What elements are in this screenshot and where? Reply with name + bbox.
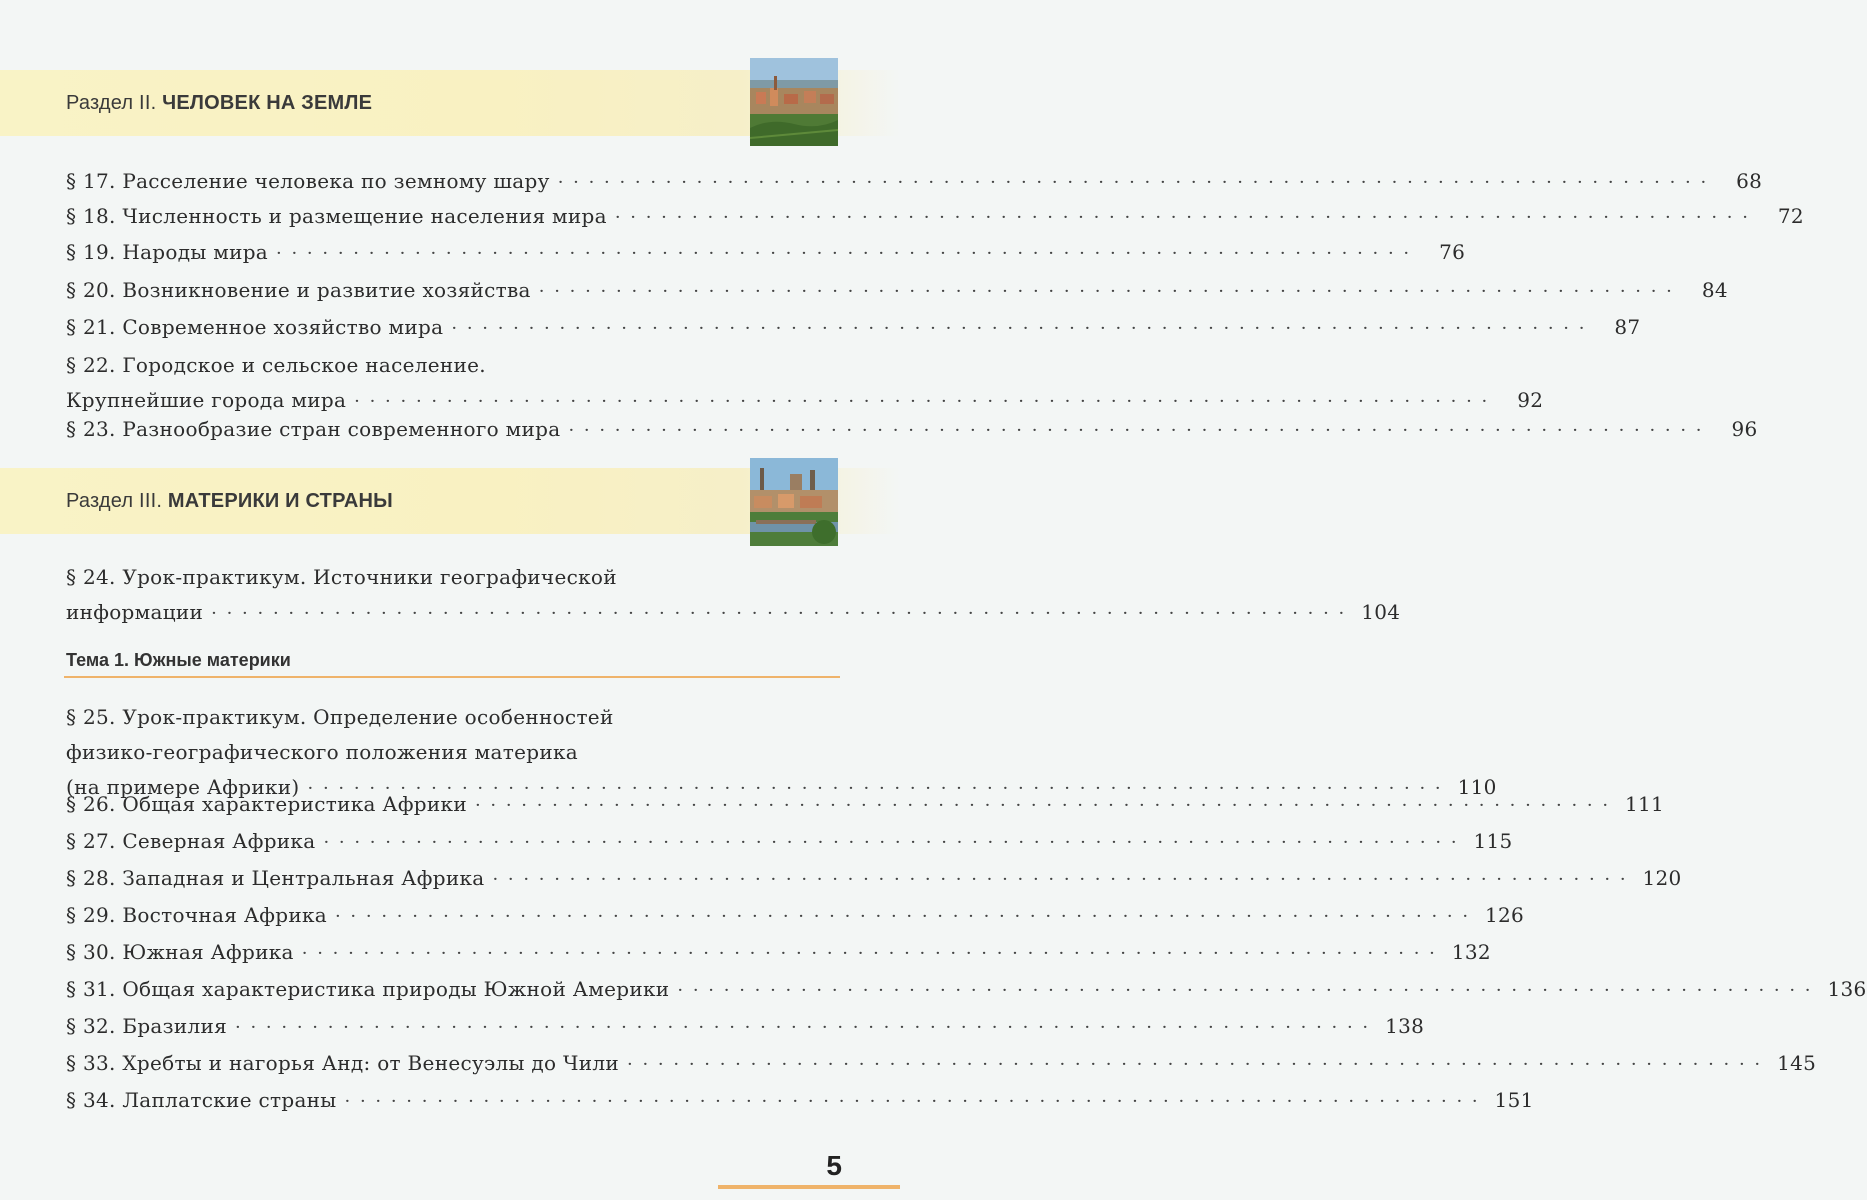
entry-title: § 21. Современное хозяйство мира (66, 315, 444, 339)
entry-title-cont: Крупнейшие города мира (66, 388, 347, 412)
entry-title-cont: физико-географического положения материка (66, 740, 578, 764)
toc-entry-19[interactable] (66, 235, 1466, 270)
dot-leader: · · · · · · · · · · · · · · · · · · · · · · · · · · · · · · · · · · · · · · · · · · · · · · · · · · · · · · · · · · · · · · · · · · · · · · · · · · (538, 281, 1674, 302)
city-photo (750, 458, 838, 546)
toc-entry-21[interactable] (66, 310, 1641, 345)
dot-leader: · · · · · · · · · · · · · · · · · · · · · · · · · · · · · · · · · · · · · · · · · · · · · · · · · · · · · · · · · · · · · · · · · · · · · · · · · · (307, 778, 1443, 799)
entry-title: § 29. Восточная Африка (66, 903, 327, 927)
entry-title: § 19. Народы мира (66, 240, 269, 264)
entry-page: 126 (1485, 903, 1525, 927)
entry-page: 72 (1777, 204, 1804, 228)
dot-leader: · · · · · · · · · · · · · · · · · · · · · · · · · · · · · · · · · · · · · · · · · · · · · · · · · · · · · · · · · · · · · · · · · · · · · · · · · · (344, 1091, 1480, 1112)
entry-title: § 26. Общая характеристика Африки (66, 792, 467, 816)
toc-entry-23[interactable] (66, 412, 1758, 447)
toc-entry-17[interactable] (66, 164, 1763, 199)
toc-entry-31[interactable] (66, 972, 1867, 1007)
section-3-label: Раздел III. (66, 490, 163, 512)
toc-entry-34[interactable] (66, 1083, 1534, 1118)
entry-title: § 25. Урок-практикум. Определение особенностей (66, 705, 614, 729)
entry-page: 136 (1827, 977, 1867, 1001)
entry-page: 110 (1457, 775, 1497, 799)
entry-page: 132 (1451, 940, 1491, 964)
entry-page: 76 (1439, 240, 1466, 264)
dot-leader: · · · · · · · · · · · · · · · · · · · · · · · · · · · · · · · · · · · · · · · · · · · · · · · · · · · · · · · · · · · · · · · · · · · · · · · · · · (334, 906, 1471, 927)
dot-leader: · · · · · · · · · · · · · · · · · · · · · · · · · · · · · · · · · · · · · · · · · · · · · · · · · · · · · · · · · · · · · · · · · · · · · · · · · · (627, 1054, 1763, 1075)
entry-page: 87 (1614, 315, 1641, 339)
toc-entry-30[interactable] (66, 935, 1491, 970)
entry-title: § 28. Западная и Центральная Африка (66, 866, 485, 890)
dot-leader: · · · · · · · · · · · · · · · · · · · · · · · · · · · · · · · · · · · · · · · · · · · · · · · · · · · · · · · · · · · · · · · · · · · · · · · · · · (492, 869, 1628, 890)
dot-leader: · · · · · · · · · · · · · · · · · · · · · · · · · · · · · · · · · · · · · · · · · · · · · · · · · · · · · · · · · · · · · · · · · · · · · · · · · · (451, 318, 1587, 339)
toc-entry-33[interactable] (66, 1046, 1817, 1081)
entry-title: § 31. Общая характеристика природы Южной Америки (66, 977, 670, 1001)
entry-title: § 23. Разнообразие стран современного мира (66, 417, 561, 441)
dot-leader: · · · · · · · · · · · · · · · · · · · · · · · · · · · · · · · · · · · · · · · · · · · · · · · · · · · · · · · · · · · · · · · · · · · · · · · · · · (568, 420, 1704, 441)
entry-title: § 27. Северная Африка (66, 829, 316, 853)
town-photo (750, 58, 838, 146)
dot-leader: · · · · · · · · · · · · · · · · · · · · · · · · · · · · · · · · · · · · · · · · · · · · · · · · · · · · · · · · · · · · · · · · · · · · · · · · · · (276, 243, 1412, 264)
toc-entry-32[interactable] (66, 1009, 1425, 1044)
entry-title: § 17. Расселение человека по земному шару (66, 169, 550, 193)
entry-page: 92 (1517, 388, 1544, 412)
toc-entry-29[interactable] (66, 898, 1525, 933)
dot-leader: · · · · · · · · · · · · · · · · · · · · · · · · · · · · · · · · · · · · · · · · · · · · · · · · · · · · · · · · · · · · · · · · · · · · · · · · · · (211, 603, 1347, 624)
dot-leader: · · · · · · · · · · · · · · · · · · · · · · · · · · · · · · · · · · · · · · · · · · · · · · · · · · · · · · · · · · · · · · · · · · · · · · · · · · (474, 795, 1611, 816)
dot-leader: · · · · · · · · · · · · · · · · · · · · · · · · · · · · · · · · · · · · · · · · · · · · · · · · · · · · · · · · · · · · · · · · · · · · · · · · · · (614, 207, 1750, 228)
entry-title: § 22. Городское и сельское население. (66, 353, 486, 377)
topic-heading: Тема 1. Южные материки (66, 650, 291, 670)
entry-page: 115 (1473, 829, 1513, 853)
entry-page: 120 (1642, 866, 1682, 890)
page-number: 5 (826, 1150, 842, 1181)
toc-entry-24[interactable] (66, 560, 1401, 630)
entry-title: § 24. Урок-практикум. Источники географической (66, 565, 617, 589)
toc-entry-20[interactable] (66, 273, 1728, 308)
dot-leader: · · · · · · · · · · · · · · · · · · · · · · · · · · · · · · · · · · · · · · · · · · · · · · · · · · · · · · · · · · · · · · · · · · · · · · · · · · (677, 980, 1813, 1001)
entry-page: 96 (1731, 417, 1758, 441)
entry-page: 84 (1701, 278, 1728, 302)
section-2-label: Раздел II. (66, 92, 157, 114)
dot-leader: · · · · · · · · · · · · · · · · · · · · · · · · · · · · · · · · · · · · · · · · · · · · · · · · · · · · · · · · · · · · · · · · · · · · · · · · · · (235, 1017, 1371, 1038)
dot-leader: · · · · · · · · · · · · · · · · · · · · · · · · · · · · · · · · · · · · · · · · · · · · · · · · · · · · · · · · · · · · · · · · · · · · · · · · · · (323, 832, 1459, 853)
entry-page: 68 (1736, 169, 1763, 193)
toc-entry-22[interactable] (66, 348, 1544, 418)
toc-entry-28[interactable] (66, 861, 1682, 896)
entry-title-cont: информации (66, 600, 204, 624)
section-3-name: МАТЕРИКИ И СТРАНЫ (167, 490, 393, 512)
dot-leader: · · · · · · · · · · · · · · · · · · · · · · · · · · · · · · · · · · · · · · · · · · · · · · · · · · · · · · · · · · · · · · · · · · · · · · · · · · (354, 391, 1490, 412)
topic-divider (64, 676, 840, 678)
entry-page: 111 (1624, 792, 1665, 816)
entry-title: § 32. Бразилия (66, 1014, 228, 1038)
dot-leader: · · · · · · · · · · · · · · · · · · · · · · · · · · · · · · · · · · · · · · · · · · · · · · · · · · · · · · · · · · · · · · · · · · · · · · · · · · (301, 943, 1437, 964)
section-3-title (66, 490, 393, 513)
entry-page: 151 (1494, 1088, 1534, 1112)
entry-title: § 18. Численность и размещение населения мира (66, 204, 607, 228)
entry-title: § 34. Лаплатские страны (66, 1088, 337, 1112)
entry-title: § 33. Хребты и нагорья Анд: от Венесуэлы до Чили (66, 1051, 620, 1075)
section-2-name: ЧЕЛОВЕК НА ЗЕМЛЕ (162, 92, 373, 114)
section-2-title (66, 92, 372, 115)
entry-title: § 30. Южная Африка (66, 940, 294, 964)
toc-entry-27[interactable] (66, 824, 1513, 859)
entry-page: 104 (1361, 600, 1401, 624)
dot-leader: · · · · · · · · · · · · · · · · · · · · · · · · · · · · · · · · · · · · · · · · · · · · · · · · · · · · · · · · · · · · · · · · · · · · · · · · · · · (557, 172, 1709, 193)
toc-entry-18[interactable] (66, 199, 1804, 234)
entry-title-cont: (на примере Африки) (66, 775, 300, 799)
entry-page: 145 (1777, 1051, 1817, 1075)
page-number-rule (718, 1185, 900, 1189)
entry-page: 138 (1385, 1014, 1425, 1038)
entry-title: § 20. Возникновение и развитие хозяйства (66, 278, 531, 302)
